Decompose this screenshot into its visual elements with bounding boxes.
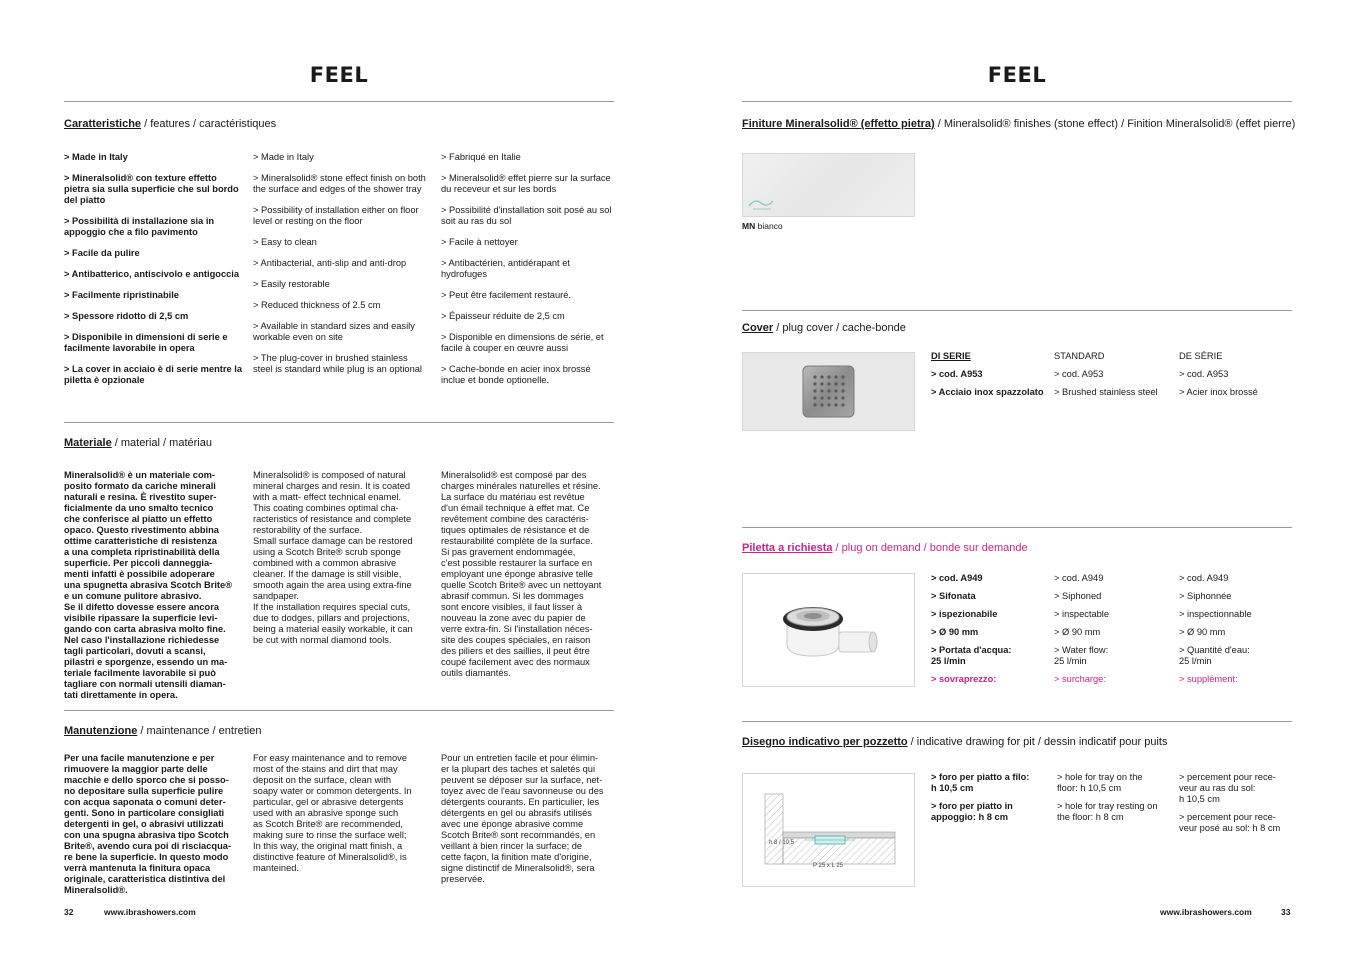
divider	[742, 101, 1292, 102]
drawing-it-column	[931, 772, 1049, 830]
divider	[742, 310, 1292, 311]
plug-en-surcharge: > surcharge:	[1054, 674, 1106, 684]
plug-heading-main: Piletta a richiesta	[742, 542, 833, 554]
wave-icon	[743, 154, 916, 218]
cover-en-code: > cod. A953	[1054, 369, 1104, 379]
cover-it-code: > cod. A953	[931, 369, 983, 379]
drawing-it-row: > foro per piatto in appoggio: h 8 cm	[931, 801, 1013, 822]
feature-fr-item: > Possibilité d'installation soit posé au sol soit au ras du sol	[441, 205, 612, 226]
maintenance-it-text: Per una facile manutenzione e per rimuovere la maggior parte delle macchie e dello sporco che si posso- no depositare sulla superficie pulire con acqua saponata o comuni deter- genti. Sono in particolare consigliati detergenti in gel, o abrasivi utilizzati con una spugna abrasiva tipo Scotch Brite®, avendo cura poi di risciacqua- re bene la superficie. In questo modo verrà mantenuta la finitura opaca originale, caratteristica distintiva del Mineralsolid®.	[64, 753, 232, 895]
cover-it-header: DI SERIE	[931, 351, 971, 361]
pit-section-diagram	[743, 774, 916, 888]
plug-it-row: > Sifonata	[931, 591, 976, 601]
swatch-label	[742, 221, 783, 231]
divider	[64, 422, 614, 423]
feature-it-item: > Mineralsolid® con texture effetto pietra sia sulla superficie che sul bordo del piatto	[64, 173, 239, 205]
finishes-heading-main: Finiture Mineralsolid® (effetto pietra)	[742, 118, 935, 130]
feature-fr-item: > Épaisseur réduite de 2,5 cm	[441, 311, 565, 321]
drawing-heading-rest: / indicative drawing for pit / dessin indicatif pour puits	[907, 736, 1168, 748]
drawing-fr-row: > percement pour rece- veur au ras du sol: h 10,5 cm	[1179, 772, 1276, 804]
left-page-number: 32	[64, 907, 74, 917]
feature-fr-item: > Disponible en dimensions de série, et facile à couper en œuvre aussi	[441, 332, 604, 353]
plug-heading-rest: / plug on demand / bonde sur demande	[832, 542, 1028, 554]
cover-it-column	[931, 351, 1046, 405]
right-website-link[interactable]: www.ibrashowers.com	[1160, 907, 1252, 917]
feature-fr-item: > Antibactérien, antidérapant et hydrofuges	[441, 258, 570, 279]
cover-heading-rest: / plug cover / cache-bonde	[773, 322, 906, 334]
plug-en-row: > inspectable	[1054, 609, 1110, 619]
drawing-en-column	[1057, 772, 1177, 830]
plug-heading	[742, 542, 1028, 554]
drawing-fr-column	[1179, 772, 1291, 841]
plug-en-column	[1054, 573, 1172, 692]
feature-it-item: > Disponibile in dimensioni di serie e facilmente lavorabile in opera	[64, 332, 228, 353]
features-heading	[64, 118, 276, 130]
drawing-heading	[742, 736, 1167, 748]
plug-it-row: > Portata d'acqua: 25 l/min	[931, 645, 1012, 666]
cover-image	[742, 352, 915, 431]
feature-it-item: > Spessore ridotto di 2,5 cm	[64, 311, 189, 321]
plug-fr-surcharge: > supplément:	[1179, 674, 1238, 684]
plug-en-row: > Siphoned	[1054, 591, 1102, 601]
pit-height-label: h 8 / 10,5	[769, 840, 795, 846]
divider	[742, 721, 1292, 722]
feature-it-item: > La cover in acciaio è di serie mentre la piletta è opzionale	[64, 364, 243, 385]
swatch-code: MN	[742, 221, 756, 231]
feature-it-item: > Facilmente ripristinabile	[64, 290, 179, 300]
right-page-number: 33	[1281, 907, 1291, 917]
drain-cover-icon	[743, 353, 916, 432]
feature-en-item: > Possibility of installation either on floor level or resting on the floor	[253, 205, 419, 226]
maintenance-en-text: For easy maintenance and to remove most of the stains and dirt that may deposit on the surface, clean with soapy water or common detergents. In particular, gel or abrasive detergents used with an abrasive sponge such as Scotch Brite® are recommended, making sure to rinse the surface well; In this way, the original matt finish, a distinctive feature of Mineralsolid®, is manteined.	[253, 753, 412, 873]
feature-fr-item: > Fabriqué en Italie	[441, 152, 521, 162]
plug-it-row: > Ø 90 mm	[931, 627, 979, 637]
siphon-plug-icon	[743, 574, 916, 688]
material-it-text: Mineralsolid® è un materiale com- posito formato da cariche minerali naturali e resina. È rivestito super- ficialmente da uno smalto tecnico che conferisce al piatto un effetto opaco. Questo rivestimento abbina ottime caratteristiche di resistenza a una completa ripristinabilità della superficie. Per piccoli danneggia- menti infatti è possibile adoperare una spugnetta abrasiva Scotch Brite® e un comune pulitore abrasivo. Se il difetto dovesse essere ancora visibile ripassare la superficie levi- gando con carta abrasiva molto fine. Nel caso l'installazione richiedesse tagli particolari, dovuti a scansi, pilastri e sporgenze, essendo un ma- teriale facilmente lavorabile si può tagliare con normali utensili diaman- tati direttamente in opera.	[64, 470, 233, 700]
feature-en-item: > Available in standard sizes and easily workable even on site	[253, 321, 415, 342]
plug-it-surcharge: > sovraprezzo:	[931, 674, 997, 684]
cover-en-header: STANDARD	[1054, 351, 1105, 361]
feature-en-item: > Mineralsolid® stone effect finish on both the surface and edges of the shower tray	[253, 173, 426, 194]
features-it-column	[64, 152, 244, 396]
feature-fr-item: > Cache-bonde en acier inox brossé inclue et bonde optionelle.	[441, 364, 591, 385]
maintenance-heading-rest: / maintenance / entretien	[137, 725, 262, 737]
cover-heading-main: Cover	[742, 322, 774, 334]
plug-it-row: > cod. A949	[931, 573, 983, 583]
feature-it-item: > Facile da pulire	[64, 248, 140, 258]
feature-en-item: > Easily restorable	[253, 279, 330, 289]
drawing-heading-main: Disegno indicativo per pozzetto	[742, 736, 908, 748]
features-en-column	[253, 152, 428, 385]
cover-en-column	[1054, 351, 1172, 405]
stone-swatch-image	[742, 153, 915, 217]
drawing-en-row: > hole for tray resting on the floor: h 8 cm	[1057, 801, 1158, 822]
features-heading-rest: / features / caractéristiques	[141, 118, 277, 130]
divider	[742, 527, 1292, 528]
drawing-en-row: > hole for tray on the floor: h 10,5 cm	[1057, 772, 1143, 793]
feature-en-item: > Made in Italy	[253, 152, 314, 162]
feature-it-item: > Antibatterico, antiscivolo e antigoccia	[64, 269, 240, 279]
cover-fr-header: DE SÉRIE	[1179, 351, 1223, 361]
plug-en-row: > cod. A949	[1054, 573, 1104, 583]
features-fr-column	[441, 152, 613, 396]
cover-en-material: > Brushed stainless steel	[1054, 387, 1158, 397]
divider	[64, 101, 614, 102]
maintenance-heading	[64, 725, 261, 737]
cover-fr-code: > cod. A953	[1179, 369, 1229, 379]
swatch-name: bianco	[755, 221, 783, 231]
material-en-text: Mineralsolid® is composed of natural mineral charges and resin. It is coated with a matt- effect technical enamel. This coating combines optimal cha- racteristics of resistance and complete restorability of the surface. Small surface damage can be restored using a Scotch Brite® scrub sponge combined with a common abrasive cleaner. If the damage is still visible, smooth again the area using extra-fine sandpaper. If the installation requires special cuts, due to dodges, pillars and projections, being a material easily workable, it can be cut with normal diamond tools.	[253, 470, 413, 645]
plug-fr-column	[1179, 573, 1291, 692]
drawing-fr-row: > percement pour rece- veur posé au sol: h 8 cm	[1179, 812, 1281, 833]
plug-fr-row: > Siphonnée	[1179, 591, 1232, 601]
plug-en-row: > Water flow: 25 l/min	[1054, 645, 1109, 666]
drawing-it-row: > foro per piatto a filo: h 10,5 cm	[931, 772, 1030, 793]
pit-size-label: P 25 x L 25	[813, 863, 844, 869]
feature-it-item: > Made in Italy	[64, 152, 128, 162]
cover-heading	[742, 322, 906, 334]
feature-en-item: > Easy to clean	[253, 237, 317, 247]
plug-fr-row: > cod. A949	[1179, 573, 1229, 583]
plug-fr-row: > Quantité d'eau: 25 l/min	[1179, 645, 1250, 666]
plug-en-row: > Ø 90 mm	[1054, 627, 1101, 637]
feature-en-item: > Antibacterial, anti-slip and anti-drop	[253, 258, 407, 268]
plug-image	[742, 573, 915, 687]
feature-en-item: > Reduced thickness of 2.5 cm	[253, 300, 381, 310]
pit-drawing	[742, 773, 915, 887]
left-website-link[interactable]: www.ibrashowers.com	[104, 907, 196, 917]
left-page-title: FEEL	[309, 63, 369, 87]
material-heading-rest: / material / matériau	[111, 437, 212, 449]
plug-it-row: > ispezionabile	[931, 609, 998, 619]
right-page-title: FEEL	[987, 63, 1047, 87]
features-heading-main: Caratteristiche	[64, 118, 142, 130]
maintenance-fr-text: Pour un entretien facile et pour élimin- er la plupart des taches et saletés qui peuvent se déposer sur la surface, net- toyez avec de l'eau savonneuse ou des détergents courants. En particulier, les détergents en gel ou abrasifs utilisés avec une éponge abrasive comme Scotch Brite® sont recommandés, en veillant à bien rincer la surface; de cette façon, la finition mate d'origine, signe distinctif de Mineralsolid®, sera preservée.	[441, 753, 604, 884]
material-heading	[64, 437, 212, 449]
feature-fr-item: > Mineralsolid® effet pierre sur la surface du receveur et sur les bords	[441, 173, 611, 194]
cover-fr-material: > Acier inox brossé	[1179, 387, 1258, 397]
material-heading-main: Materiale	[64, 437, 112, 449]
plug-it-column	[931, 573, 1049, 692]
maintenance-heading-main: Manutenzione	[64, 725, 138, 737]
cover-it-material: > Acciaio inox spazzolato	[931, 387, 1044, 397]
finishes-heading	[742, 118, 1295, 130]
plug-fr-row: > inspectionnable	[1179, 609, 1252, 619]
feature-en-item: > The plug-cover in brushed stainless steel is standard while plug is an optional	[253, 353, 422, 374]
feature-fr-item: > Peut être facilement restauré.	[441, 290, 571, 300]
feature-fr-item: > Facile à nettoyer	[441, 237, 518, 247]
finishes-heading-rest: / Mineralsolid® finishes (stone effect) / Finition Mineralsolid® (effet pierre)	[934, 118, 1296, 130]
plug-fr-row: > Ø 90 mm	[1179, 627, 1226, 637]
feature-it-item: > Possibilità di installazione sia in appoggio che a filo pavimento	[64, 216, 215, 237]
divider	[64, 710, 614, 711]
cover-fr-column	[1179, 351, 1291, 405]
material-fr-text: Mineralsolid® est composé par des charges minérales naturelles et résine. La surface du matériau est revêtue d'un émail technique à effet mat. Ce revêtement combine des caractéris- tiques optimales de résistance et de restaurabilité complète de la surface. Si pas gravement endommagée, c'est possible restaurer la surface en employant une éponge abrasive telle quelle Scotch Brite® avec un nettoyant abrasif commun. Si les dommages sont encore visibles, il faut lisser à nouveau la zone avec du papier de verre extra-fin. Si l'installation néces- site des coupes spéciales, en raison des piliers et des saillies, il peut être coupé facilement avec des normaux outils diamantés.	[441, 470, 602, 678]
